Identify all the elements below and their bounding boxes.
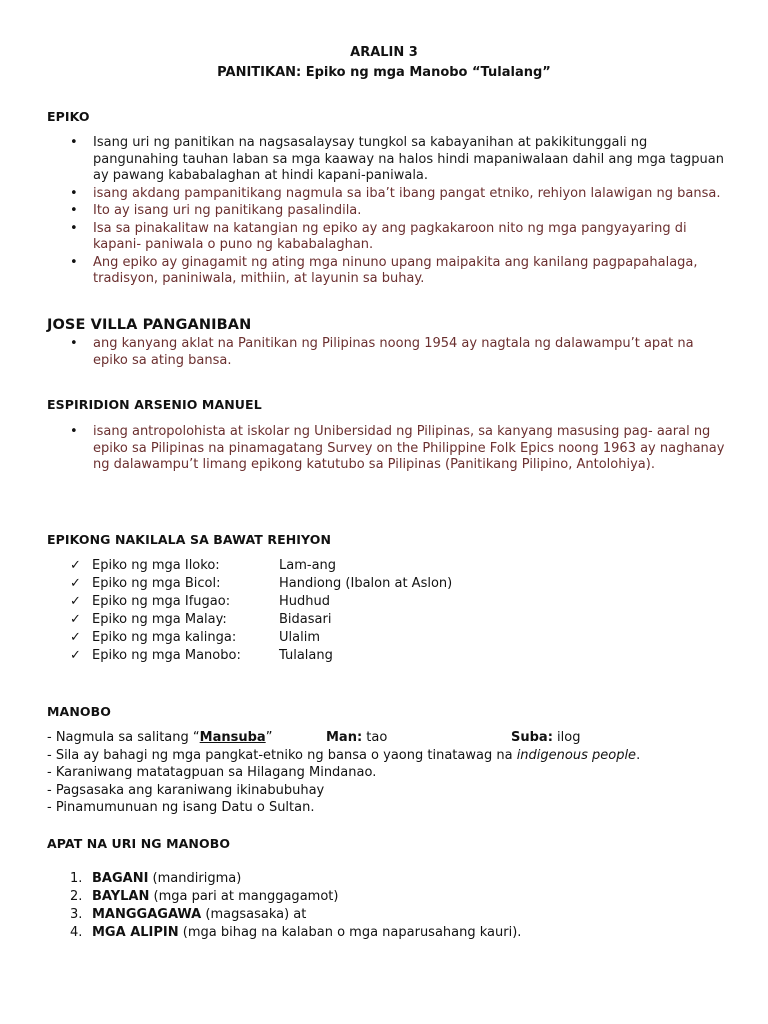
list-item: • Ang epiko ay ginagamit ng ating mga ninuno upang maipakita ang kanilang pagpapahalaga, tradisyon, paniniwala, mithiin, at layunin sa buhay. (70, 255, 730, 288)
section-heading-manobo: MANOBO (47, 704, 111, 719)
check-icon: ✓ (70, 630, 81, 645)
region-name: Epiko ng mga kalinga: (92, 630, 237, 645)
list-item: • Isa sa pinakalitaw na katangian ng epiko ay ang pagkakaroon nito ng mga pangyayaring di kapani- paniwala o puno ng kababalaghan. (70, 221, 730, 254)
lesson-number: ARALIN 3 (350, 45, 418, 60)
list-item: - Pinamumunuan ng isang Datu o Sultan. (47, 800, 315, 815)
section-heading-uri: APAT NA URI NG MANOBO (47, 836, 231, 851)
region-name: Epiko ng mga Manobo: (92, 648, 241, 663)
epic-name: Tulalang (279, 648, 333, 663)
check-icon: ✓ (70, 648, 81, 663)
epic-name: Ulalim (279, 630, 320, 645)
section-heading-jose: JOSE VILLA PANGANIBAN (47, 317, 252, 333)
section-heading-rehiyon: EPIKONG NAKILALA SA BAWAT REHIYON (47, 532, 332, 547)
check-icon: ✓ (70, 558, 81, 573)
list-item (70, 648, 570, 666)
origin-prefix: - Nagmula sa salitang “ (47, 730, 200, 745)
item-number: 2. (70, 889, 83, 904)
check-icon: ✓ (70, 576, 81, 591)
item-description: (magsasaka) at (201, 907, 307, 922)
list-item (70, 558, 570, 576)
section-heading-espiridion: ESPIRIDION ARSENIO MANUEL (47, 397, 262, 412)
epic-name: Hudhud (279, 594, 330, 609)
line-suffix: . (636, 747, 641, 763)
list-item: • ang kanyang aklat na Panitikan ng Pilipinas noong 1954 ay nagtala ng dalawampu’t apat na epiko sa ating bansa. (70, 336, 730, 369)
man-value: tao (362, 730, 388, 745)
rehiyon-checklist (70, 558, 570, 666)
man-meaning (326, 729, 387, 747)
list-item (70, 907, 670, 925)
indigenous-line (47, 747, 747, 765)
check-icon: ✓ (70, 594, 81, 609)
item-description: (mga bihag na kalaban o mga naparusahang kauri). (178, 925, 522, 940)
jose-bullet-list (70, 336, 730, 370)
item-term: BAGANI (92, 871, 149, 886)
epic-name: Handiong (Ibalon at Aslon) (279, 576, 453, 591)
item-term: BAYLAN (92, 889, 150, 904)
list-item: • Isang uri ng panitikan na nagsasalaysay tungkol sa kabayanihan at pakikitunggali ng pangunahing tauhan laban sa mga kaaway na halos hindi mapaniwalaan dahil ang mga tagpuan ay pawang kababalaghan at hindi kapani-paniwala. (70, 135, 730, 185)
region-name: Epiko ng mga Iloko: (92, 558, 220, 573)
list-item: • isang antropolohista at iskolar ng Unibersidad ng Pilipinas, sa kanyang masusing pag- aaral ng epiko sa Pilipinas na pinamagatang Survey on the Philippine Folk Epics noong 1963 ay naghanay ng dalawampu’t limang epikong katutubo sa Pilipinas (Panitikang Pilipino, Antolohiya). (70, 424, 730, 474)
list-item (70, 925, 670, 943)
epic-name: Lam-ang (279, 558, 337, 573)
region-name: Epiko ng mga Malay: (92, 612, 227, 627)
list-item: • Ito ay isang uri ng panitikang pasalindila. (70, 203, 730, 220)
epiko-bullet-list (70, 135, 730, 289)
origin-line (47, 729, 747, 747)
item-number: 1. (70, 871, 83, 886)
item-description: (mandirigma) (148, 871, 242, 886)
item-term: MGA ALIPIN (92, 925, 179, 940)
espiridion-bullet-list (70, 424, 730, 475)
origin-suffix: ” (265, 730, 273, 745)
list-item (70, 889, 670, 907)
list-item (70, 630, 570, 648)
suba-value: ilog (552, 730, 581, 745)
check-icon: ✓ (70, 612, 81, 627)
section-heading-epiko: EPIKO (47, 109, 90, 124)
man-label: Man: (326, 730, 363, 745)
list-item (70, 576, 570, 594)
item-number: 3. (70, 907, 83, 922)
list-item (70, 871, 670, 889)
line-prefix: - Sila ay bahagi ng mga pangkat-etniko ng bansa o yaong tinatawag na (47, 747, 517, 763)
uri-numbered-list (70, 871, 670, 943)
origin-word: Mansuba (199, 730, 266, 745)
page-title: PANITIKAN: Epiko ng mga Manobo “Tulalang” (217, 65, 551, 80)
item-term: MANGGAGAWA (92, 907, 202, 922)
list-item (70, 612, 570, 630)
item-number: 4. (70, 925, 83, 940)
list-item: • isang akdang pampanitikang nagmula sa iba’t ibang pangat etniko, rehiyon lalawigan ng bansa. (70, 186, 730, 203)
line-italic: indigenous people (516, 747, 637, 763)
manobo-description (47, 729, 747, 817)
epic-name: Bidasari (279, 612, 332, 627)
list-item: - Karaniwang matatagpuan sa Hilagang Mindanao. (47, 765, 377, 780)
region-name: Epiko ng mga Bicol: (92, 576, 221, 591)
item-description: (mga pari at manggagamot) (149, 889, 339, 904)
region-name: Epiko ng mga Ifugao: (92, 594, 231, 609)
suba-label: Suba: (511, 730, 553, 745)
list-item (70, 594, 570, 612)
suba-meaning (511, 729, 580, 747)
list-item: - Pagsasaka ang karaniwang ikinabubuhay (47, 782, 325, 798)
